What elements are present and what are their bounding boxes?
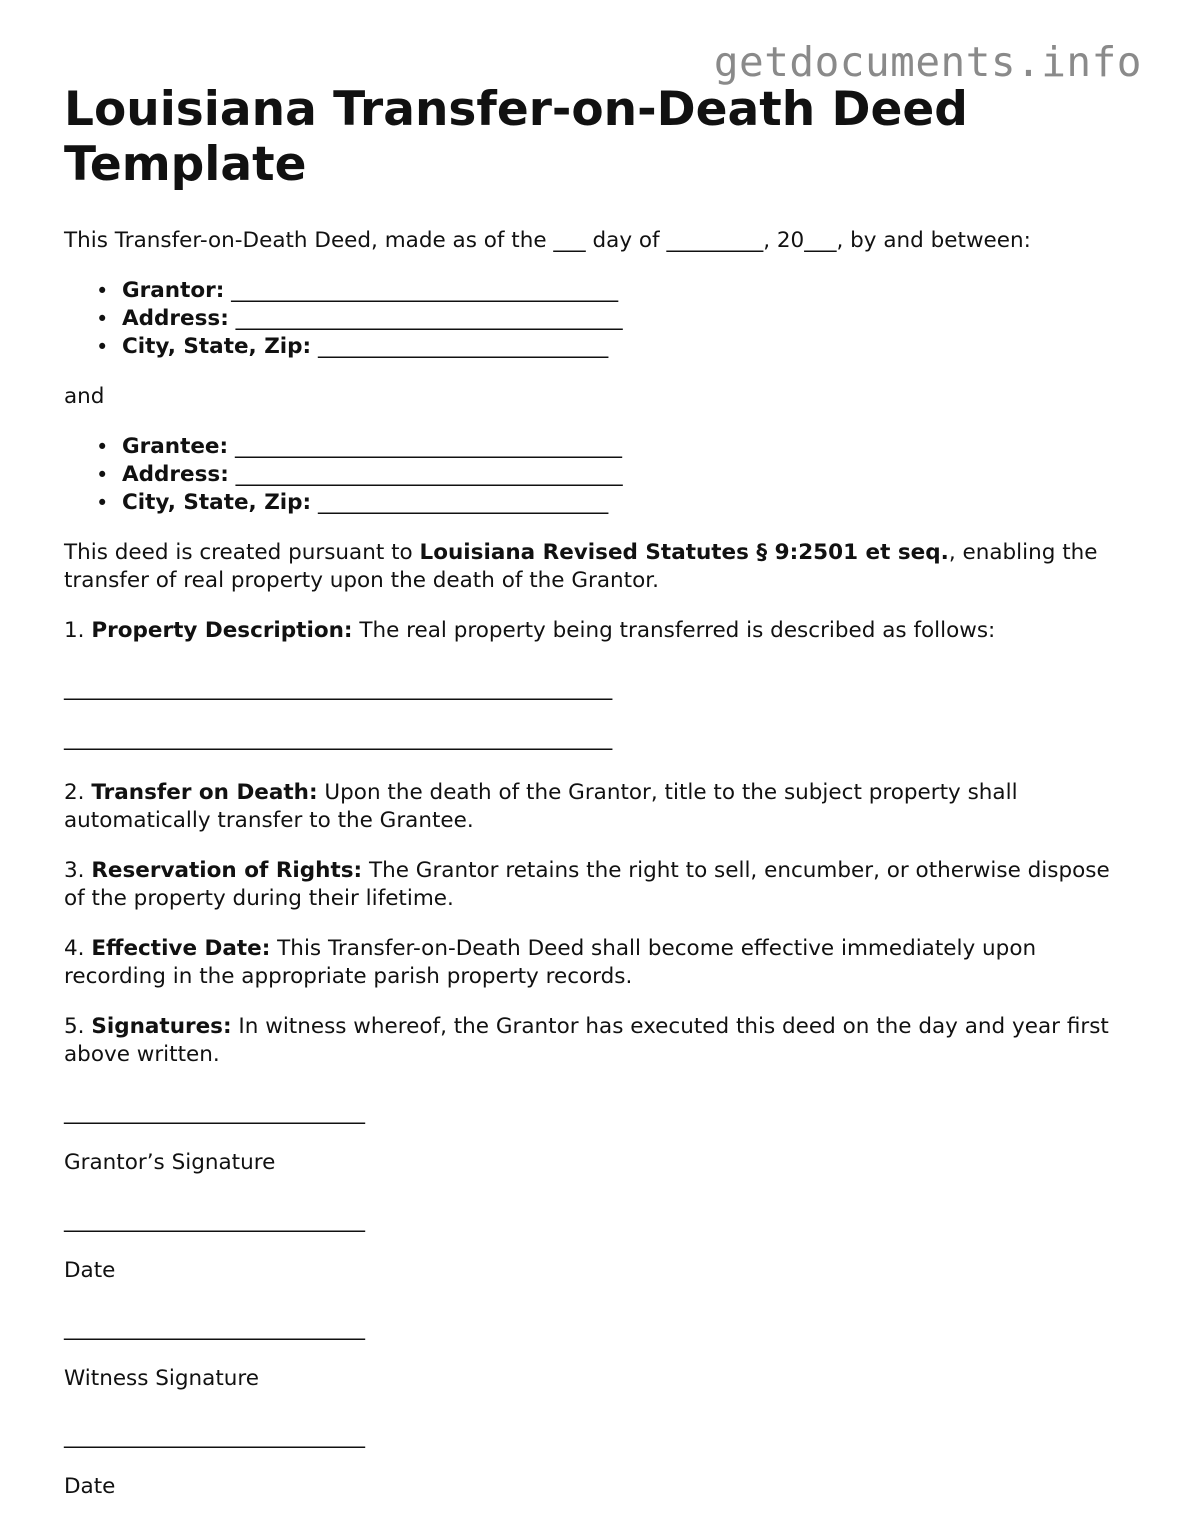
section-transfer-on-death (64, 779, 1124, 835)
statute-paragraph (64, 539, 1124, 595)
grantee-city-item (122, 489, 1124, 517)
section-text: In witness whereof, the Grantor has executed this deed on the day and year first above written. (64, 1014, 1109, 1067)
field-label: Address: (122, 462, 229, 487)
section-text: Upon the death of the Grantor, title to the subject property shall automatically transfer to the Grantee. (64, 780, 1018, 833)
witness-date-label: Date (64, 1474, 116, 1499)
witness-signature-line: ____________________________ (64, 1316, 365, 1341)
document-page (64, 82, 1124, 1501)
blank-line: ____________________________________ (231, 278, 619, 303)
grantor-date-label: Date (64, 1258, 116, 1283)
witness-signature-label: Witness Signature (64, 1366, 260, 1391)
property-blank-line: ___________________________________________________ (64, 676, 613, 701)
grantor-signature-label: Grantor’s Signature (64, 1150, 276, 1175)
section-signatures (64, 1013, 1124, 1069)
grantor-name-item (122, 277, 1124, 305)
section-number: 1. (64, 618, 92, 643)
section-property-description (64, 617, 1124, 645)
grantor-list (64, 277, 1124, 361)
section-effective-date (64, 935, 1124, 991)
blank-line: ____________________________________ (235, 306, 623, 331)
section-heading: Transfer on Death: (91, 780, 318, 805)
grantor-date-line: ____________________________ (64, 1208, 365, 1233)
field-label: Address: (122, 306, 229, 331)
section-reservation-of-rights (64, 857, 1124, 913)
blank-line: ____________________________________ (234, 434, 622, 459)
section-number: 2. (64, 780, 92, 805)
intro-paragraph: This Transfer-on-Death Deed, made as of the ___ day of _________, 20___, by and between: (64, 228, 1031, 253)
blank-line: ___________________________ (318, 490, 609, 515)
section-heading: Property Description: (91, 618, 353, 643)
page-title: Louisiana Transfer-on-Death Deed Template (64, 82, 968, 192)
statute-reference: Louisiana Revised Statutes § 9:2501 et seq. (419, 540, 949, 565)
watermark: getdocuments.info (713, 38, 1142, 86)
section-text: The real property being transferred is described as follows: (352, 618, 996, 643)
field-label: Grantor: (122, 278, 225, 303)
and-text: and (64, 384, 105, 409)
blank-line: ___________________________ (318, 334, 609, 359)
statute-suffix: , enabling the transfer of real property upon the death of the Grantor. (64, 540, 1098, 593)
section-number: 3. (64, 858, 92, 883)
section-number: 4. (64, 936, 92, 961)
property-blank-line: ___________________________________________________ (64, 726, 613, 751)
grantor-signature-line: ____________________________ (64, 1100, 365, 1125)
section-text: The Grantor retains the right to sell, encumber, or otherwise dispose of the property during their lifetime. (64, 858, 1110, 911)
grantor-city-item (122, 333, 1124, 361)
section-heading: Signatures: (91, 1014, 232, 1039)
witness-date-line: ____________________________ (64, 1424, 365, 1449)
section-number: 5. (64, 1014, 92, 1039)
field-label: Grantee: (122, 434, 229, 459)
field-label: City, State, Zip: (122, 490, 312, 515)
section-text: This Transfer-on-Death Deed shall become effective immediately upon recording in the appropriate parish property records. (64, 936, 1037, 989)
statute-prefix: This deed is created pursuant to (64, 540, 420, 565)
grantor-address-item (122, 305, 1124, 333)
grantee-name-item (122, 433, 1124, 461)
section-heading: Effective Date: (91, 936, 271, 961)
grantee-address-item (122, 461, 1124, 489)
grantee-list (64, 433, 1124, 517)
field-label: City, State, Zip: (122, 334, 312, 359)
blank-line: ____________________________________ (235, 462, 623, 487)
section-heading: Reservation of Rights: (91, 858, 363, 883)
